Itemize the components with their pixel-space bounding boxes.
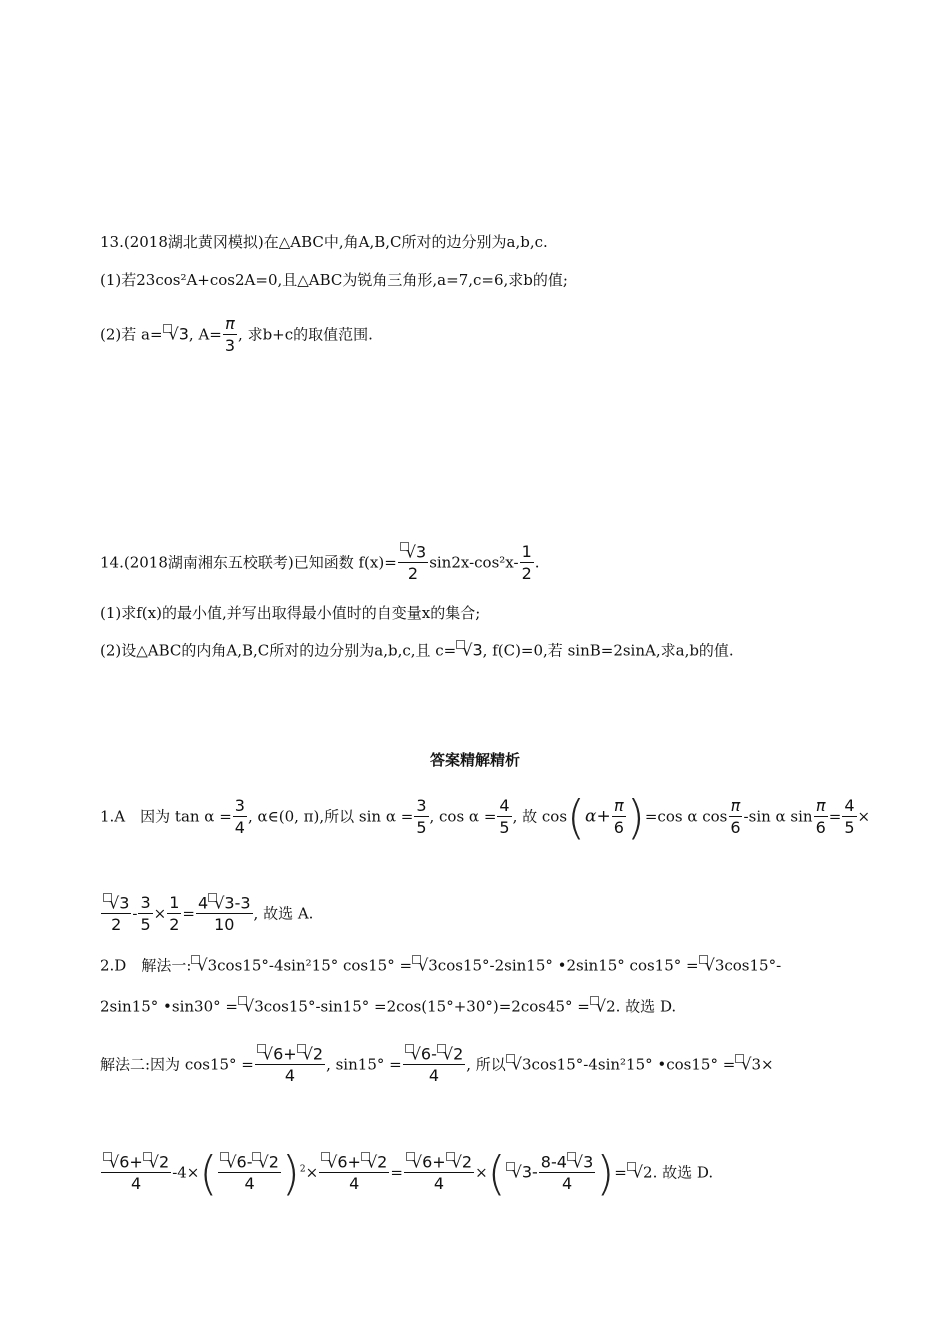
answer-1-line1: 1.A 因为 tan α = $\frac{3}{4}$ , α∈(0, π),所以 sin α = $\frac{3}{5}$ , cos α = $\frac{4}{5}$ , 故 cos(α+ $\frac{\pi}{6}$ )=cos α cos $\frac{\pi}{6}$ -sin α sin $\frac{\pi}{6}$ = $\frac{4}{5}$ × xyxy=(100,790,871,845)
sqrt-icon: √3 xyxy=(163,324,189,344)
q13-part1: (1)若23cos²A+cos2A=0,且△ABC为锐角三角形,a=7,c=6,求b的值; xyxy=(100,271,568,289)
q14-title: 14.(2018湖南湘东五校联考)已知函数 f(x)= $\frac{√3}{2}$ sin2x-cos²x- $\frac{1}{2}$ . xyxy=(100,542,540,584)
answer-2-line4: $\frac{√6+ √2}{4}$ -4×( $\frac{√6- √2}{4}$ )$^2$× $\frac{√6+ √2}{4}$ = $\frac{√6+ √2}{4}$ ×( √3- $\frac{8-4 √3}{4}$ )= √2. 故选 D. xyxy=(100,1152,713,1195)
sqrt-icon: √3 xyxy=(456,640,482,660)
fraction: $\frac{\pi}{3}$ xyxy=(224,314,236,355)
q14-part2: (2)设△ABC的内角A,B,C所对的边分别为a,b,c,且 c= √3, f(C)=0,若 sinB=2sinA,求a,b的值. xyxy=(100,640,734,660)
fraction: $\frac{√3}{2}$ xyxy=(398,542,428,585)
answer-2-line2: 2sin15° •sin30° = √3cos15°-sin15° =2cos(15°+30°)=2cos45° = √2. 故选 D. xyxy=(100,996,677,1016)
answer-2-line3: 解法二:因为 cos15° = $\frac{√6+ √2}{4}$ , sin15° = $\frac{√6- √2}{4}$ , 所以 √3cos15°-4sin²15° •cos15° = √3× xyxy=(100,1044,774,1086)
answer-1-line2: $\frac{√3}{2}$ - $\frac{3}{5}$ × $\frac{1}{2}$ = $\frac{4 √3-3}{10}$ , 故选 A. xyxy=(100,893,313,936)
answer-2-line1: 2.D 解法一: √3cos15°-4sin²15° cos15° = √3cos15°-2sin15° •2sin15° cos15° = √3cos15°- xyxy=(100,955,782,975)
q14-part1: (1)求f(x)的最小值,并写出取得最小值时的自变量x的集合; xyxy=(100,604,481,622)
right-paren-icon: ) xyxy=(626,790,645,845)
q13-title: 13.(2018湖北黄冈模拟)在△ABC中,角A,B,C所对的边分别为a,b,c. xyxy=(100,233,548,251)
answers-heading: 答案精解精析 xyxy=(429,751,520,769)
q13-part2: (2)若 a= √3, A= $\frac{\pi}{3}$ , 求b+c的取值范围. xyxy=(100,314,373,355)
fraction: $\frac{1}{2}$ xyxy=(521,542,532,584)
left-paren-icon: ( xyxy=(567,790,585,845)
